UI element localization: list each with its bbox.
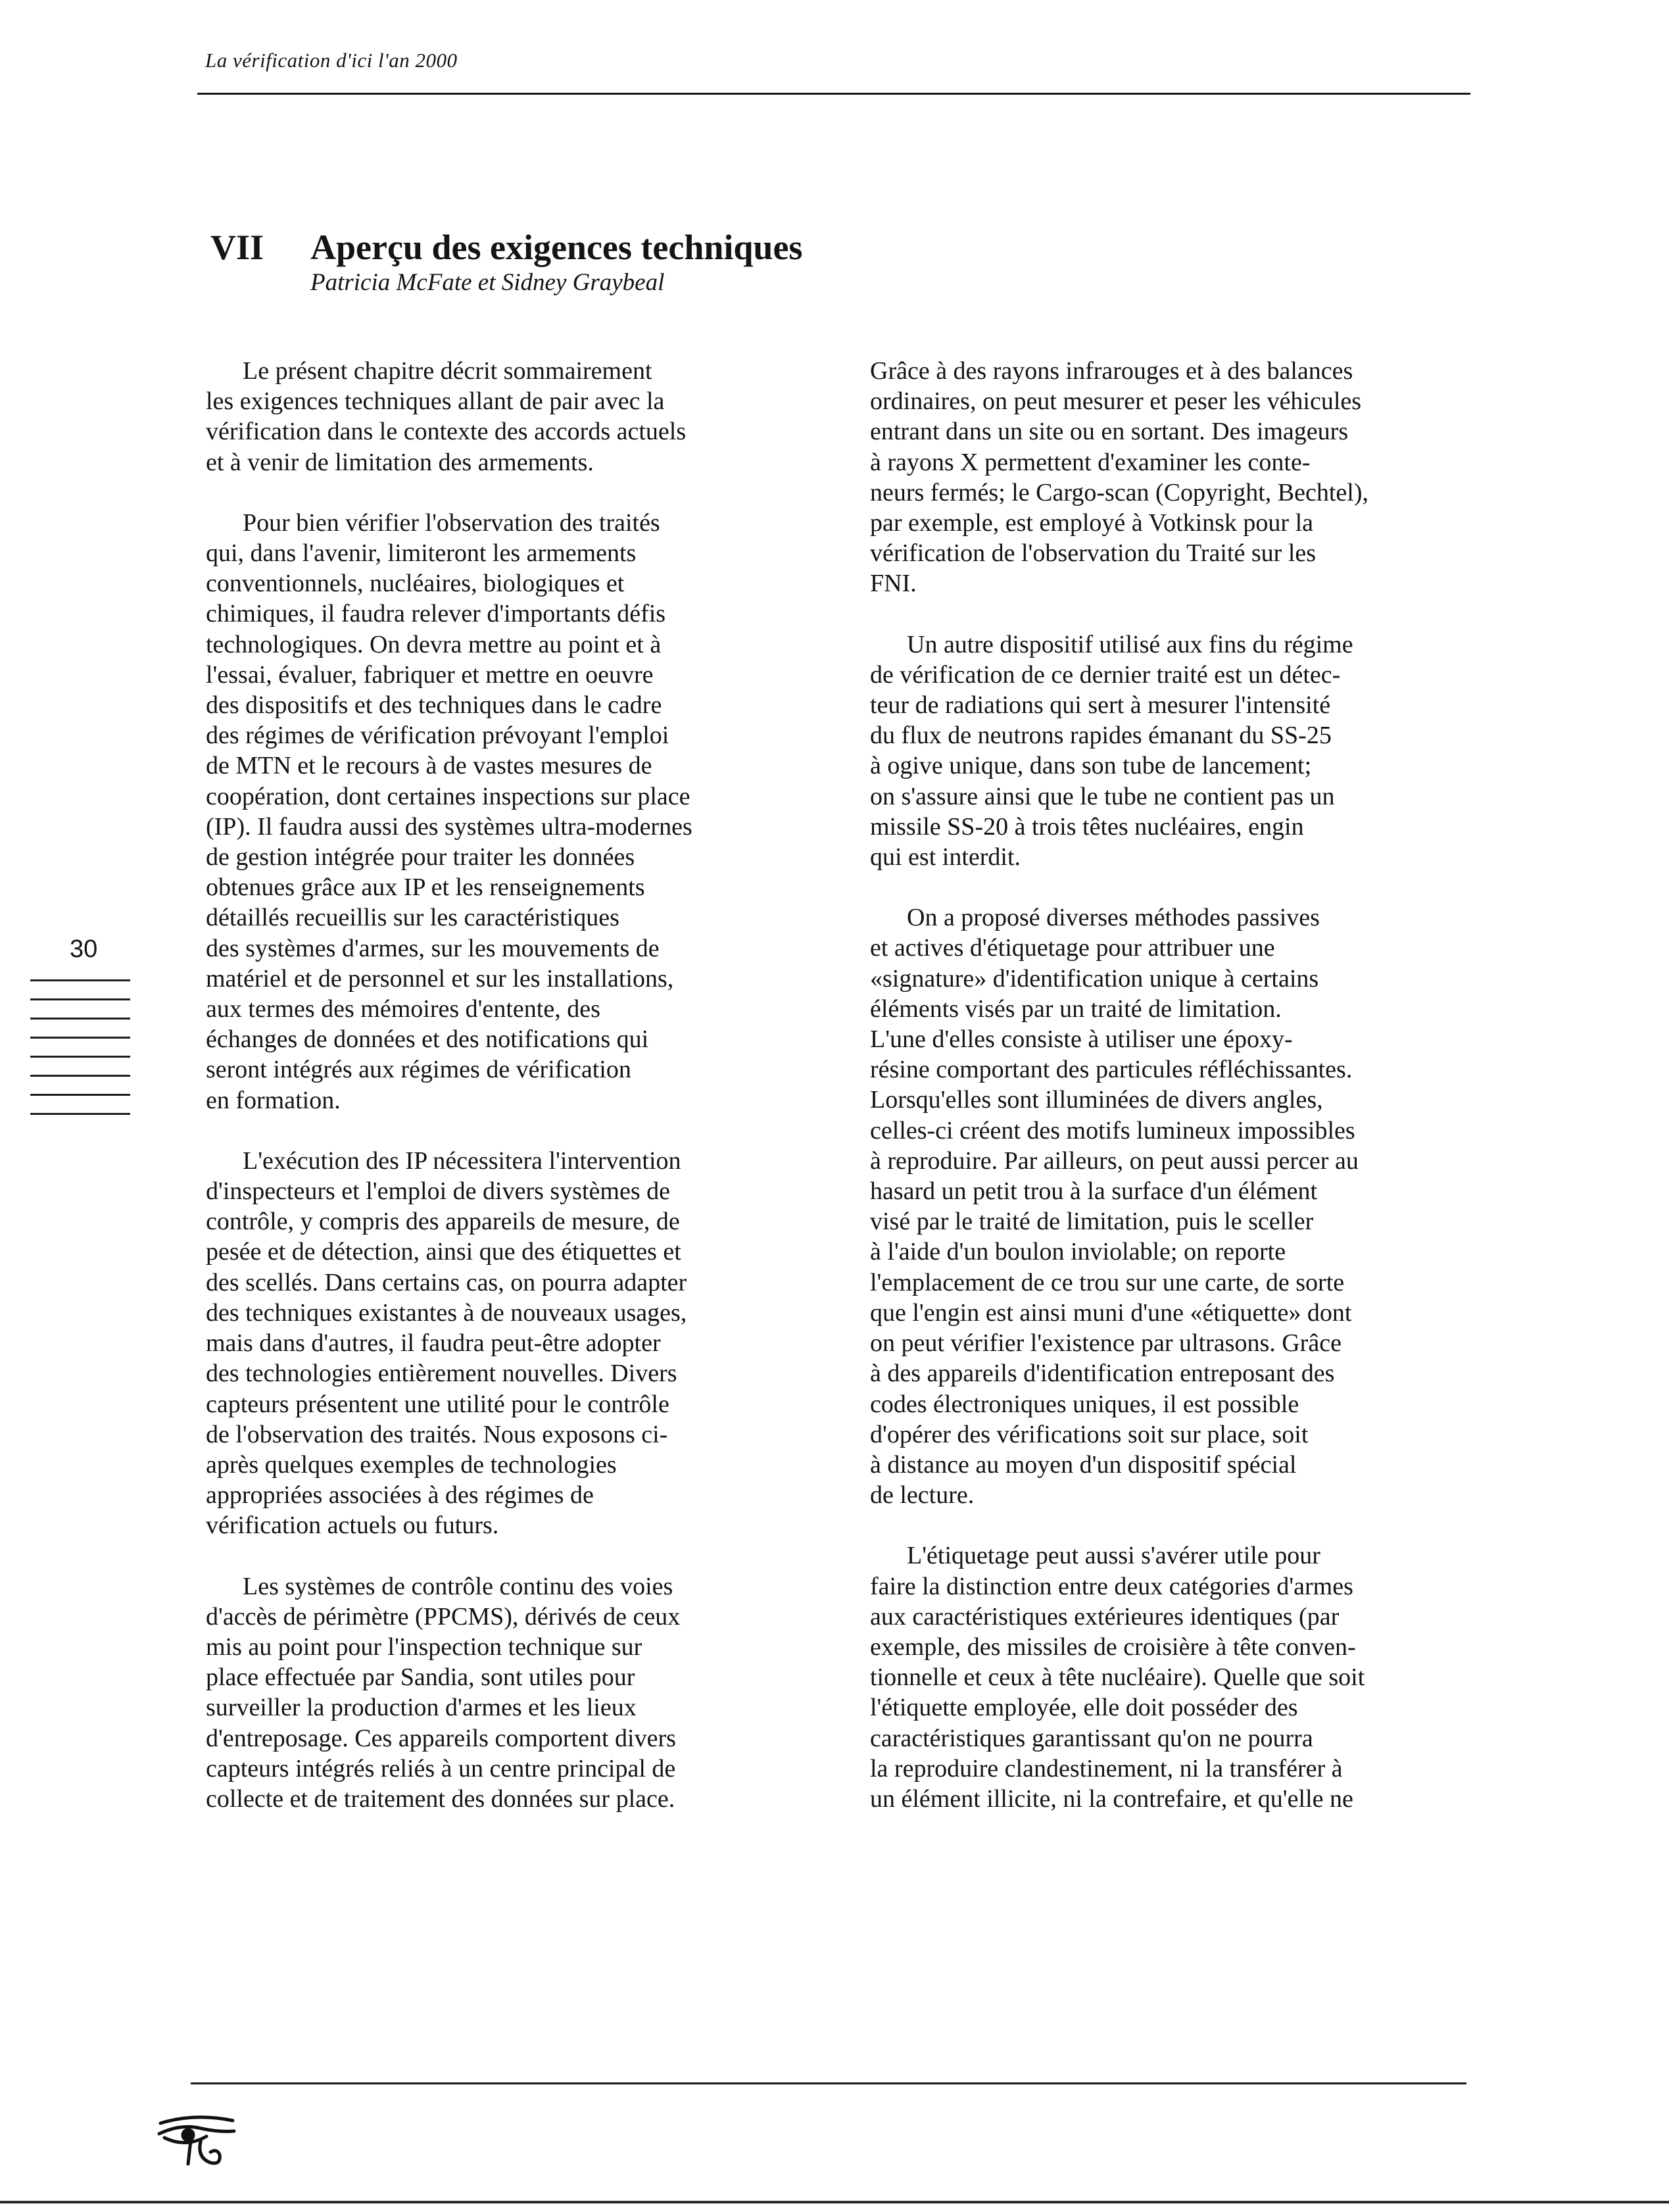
- text-line: Pour bien vérifier l'observation des traités: [243, 508, 660, 537]
- text-line: L'exécution des IP nécessitera l'intervention: [243, 1146, 681, 1175]
- text-line: ordinaires, on peut mesurer et peser les véhicules: [870, 387, 1362, 416]
- left-column: [206, 356, 798, 1844]
- text-line: des dispositifs et des techniques dans le cadre: [206, 691, 662, 720]
- text-line: à distance au moyen d'un dispositif spécial: [870, 1450, 1297, 1479]
- text-line: aux caractéristiques extérieures identiques (par: [870, 1602, 1340, 1631]
- text-line: Un autre dispositif utilisé aux fins du régime: [907, 630, 1353, 658]
- text-line: surveiller la production d'armes et les lieux: [206, 1694, 637, 1722]
- text-line: missile SS-20 à trois têtes nucléaires, engin: [870, 812, 1304, 841]
- text-line: et actives d'étiquetage pour attribuer une: [870, 934, 1275, 962]
- text-line: un élément illicite, ni la contrefaire, et qu'elle ne: [870, 1784, 1353, 1813]
- text-line: que l'engin est ainsi muni d'une «étiquette» dont: [870, 1298, 1352, 1327]
- text-line: après quelques exemples de technologies: [206, 1450, 617, 1479]
- paragraph: [206, 1571, 798, 1815]
- paragraph: [870, 902, 1462, 1510]
- margin-rule: [30, 979, 130, 981]
- text-line: FNI.: [870, 570, 917, 598]
- page-number: 30: [70, 935, 98, 963]
- text-line: Les systèmes de contrôle continu des voies: [243, 1572, 673, 1600]
- text-line: visé par le traité de limitation, puis le sceller: [870, 1208, 1314, 1236]
- text-line: Grâce à des rayons infrarouges et à des balances: [870, 357, 1353, 385]
- text-line: des scellés. Dans certains cas, on pourra adapter: [206, 1268, 687, 1296]
- paragraph: [870, 356, 1462, 599]
- text-line: échanges de données et des notifications qui: [206, 1025, 649, 1054]
- text-line: en formation.: [206, 1086, 341, 1114]
- text-line: la reproduire clandestinement, ni la transférer à: [870, 1754, 1343, 1782]
- text-line: on peut vérifier l'existence par ultrasons. Grâce: [870, 1329, 1342, 1358]
- paragraph: [206, 1146, 798, 1541]
- text-line: seront intégrés aux régimes de vérification: [206, 1056, 631, 1084]
- text-line: de lecture.: [870, 1481, 975, 1510]
- text-line: des technologies entièrement nouvelles. Divers: [206, 1360, 677, 1388]
- text-line: appropriées associées à des régimes de: [206, 1481, 594, 1510]
- text-line: par exemple, est employé à Votkinsk pour la: [870, 509, 1313, 537]
- text-line: qui, dans l'avenir, limiteront les armements: [206, 539, 637, 568]
- margin-rule: [30, 1113, 130, 1115]
- chapter-title: Aperçu des exigences techniques: [310, 228, 803, 267]
- text-line: les exigences techniques allant de pair avec la: [206, 387, 665, 416]
- text-line: matériel et de personnel et sur les installations,: [206, 964, 674, 993]
- paragraph: [206, 356, 798, 478]
- text-line: vérification de l'observation du Traité sur les: [870, 539, 1317, 568]
- margin-rule: [30, 1094, 130, 1096]
- chapter-authors: Patricia McFate et Sidney Graybeal: [310, 269, 665, 296]
- margin-rule: [30, 1056, 130, 1058]
- text-line: capteurs présentent une utilité pour le contrôle: [206, 1390, 669, 1418]
- text-line: de MTN et le recours à de vastes mesures de: [206, 752, 652, 780]
- text-line: entrant dans un site ou en sortant. Des imageurs: [870, 418, 1349, 446]
- text-line: collecte et de traitement des données sur place.: [206, 1784, 675, 1813]
- text-line: de gestion intégrée pour traiter les données: [206, 843, 635, 872]
- text-line: hasard un petit trou à la surface d'un élément: [870, 1177, 1318, 1206]
- text-line: à ogive unique, dans son tube de lancement;: [870, 752, 1312, 780]
- text-line: celles-ci créent des motifs lumineux impossibles: [870, 1116, 1355, 1144]
- text-line: des techniques existantes à de nouveaux usages,: [206, 1298, 687, 1327]
- text-line: obtenues grâce aux IP et les renseignements: [206, 873, 645, 902]
- text-line: codes électroniques uniques, il est possible: [870, 1390, 1299, 1418]
- text-line: l'étiquette employée, elle doit posséder des: [870, 1694, 1298, 1722]
- text-line: à reproduire. Par ailleurs, on peut aussi percer au: [870, 1146, 1359, 1175]
- chapter-title-line: [210, 226, 802, 268]
- text-line: tionnelle et ceux à tête nucléaire). Quelle que soit: [870, 1663, 1365, 1692]
- text-line: à rayons X permettent d'examiner les conte-: [870, 448, 1311, 476]
- text-line: coopération, dont certaines inspections sur place: [206, 782, 690, 810]
- margin-rule: [30, 1037, 130, 1039]
- text-line: de l'observation des traités. Nous exposons ci-: [206, 1420, 668, 1448]
- text-line: mis au point pour l'inspection technique sur: [206, 1633, 642, 1661]
- text-line: détaillés recueillis sur les caractéristiques: [206, 904, 619, 932]
- text-line: résine comportant des particules réfléchissantes.: [870, 1056, 1353, 1084]
- text-line: place effectuée par Sandia, sont utiles pour: [206, 1663, 635, 1692]
- text-line: mais dans d'autres, il faudra peut-être adopter: [206, 1329, 661, 1358]
- text-line: faire la distinction entre deux catégories d'armes: [870, 1572, 1353, 1600]
- text-line: Le présent chapitre décrit sommairement: [243, 357, 652, 385]
- text-line: neurs fermés; le Cargo-scan (Copyright, Bechtel),: [870, 478, 1369, 506]
- text-line: l'emplacement de ce trou sur une carte, de sorte: [870, 1268, 1345, 1296]
- text-line: vérification dans le contexte des accords actuels: [206, 418, 687, 446]
- text-line: technologiques. On devra mettre au point et à: [206, 630, 662, 658]
- text-line: contrôle, y compris des appareils de mesure, de: [206, 1208, 680, 1236]
- paragraph: [206, 508, 798, 1116]
- running-title: La vérification d'ici l'an 2000: [205, 49, 458, 72]
- text-line: On a proposé diverses méthodes passives: [907, 904, 1320, 932]
- text-line: qui est interdit.: [870, 843, 1021, 872]
- page-bottom-edge: [0, 2201, 1669, 2203]
- text-line: à l'aide d'un boulon inviolable; on reporte: [870, 1238, 1286, 1266]
- margin-rule: [30, 1075, 130, 1077]
- text-line: caractéristiques garantissant qu'on ne pourra: [870, 1724, 1313, 1752]
- text-line: de vérification de ce dernier traité est un détec-: [870, 660, 1341, 689]
- text-line: capteurs intégrés reliés à un centre principal de: [206, 1754, 676, 1782]
- eye-of-horus-icon: [155, 2111, 241, 2171]
- text-line: et à venir de limitation des armements.: [206, 448, 594, 476]
- right-column: [870, 356, 1462, 1844]
- margin-rules: [30, 979, 130, 1132]
- text-line: aux termes des mémoires d'entente, des: [206, 995, 600, 1023]
- text-line: éléments visés par un traité de limitation.: [870, 995, 1282, 1023]
- margin-rule: [30, 1018, 130, 1020]
- text-line: chimiques, il faudra relever d'importants défis: [206, 600, 666, 628]
- text-line: d'opérer des vérifications soit sur place, soit: [870, 1420, 1309, 1448]
- paragraph: [870, 1540, 1462, 1814]
- header-rule: [197, 93, 1470, 95]
- text-line: des systèmes d'armes, sur les mouvements de: [206, 934, 660, 962]
- text-line: conventionnels, nucléaires, biologiques et: [206, 570, 625, 598]
- chapter-number: VII: [210, 228, 264, 267]
- text-line: vérification actuels ou futurs.: [206, 1512, 499, 1540]
- text-line: d'accès de périmètre (PPCMS), dérivés de ceux: [206, 1602, 681, 1631]
- text-line: on s'assure ainsi que le tube ne contient pas un: [870, 782, 1335, 810]
- paragraph: [870, 629, 1462, 873]
- text-line: teur de radiations qui sert à mesurer l'intensité: [870, 691, 1331, 720]
- text-line: pesée et de détection, ainsi que des étiquettes et: [206, 1238, 681, 1266]
- text-line: «signature» d'identification unique à certains: [870, 964, 1319, 993]
- text-line: L'étiquetage peut aussi s'avérer utile pour: [907, 1542, 1320, 1570]
- text-line: d'entreposage. Ces appareils comportent divers: [206, 1724, 676, 1752]
- text-line: des régimes de vérification prévoyant l'emploi: [206, 722, 669, 750]
- text-line: l'essai, évaluer, fabriquer et mettre en oeuvre: [206, 660, 654, 689]
- text-line: à des appareils d'identification entreposant des: [870, 1360, 1335, 1388]
- text-line: du flux de neutrons rapides émanant du SS-25: [870, 722, 1332, 750]
- text-line: d'inspecteurs et l'emploi de divers systèmes de: [206, 1177, 670, 1206]
- text-line: exemple, des missiles de croisière à tête conven-: [870, 1633, 1356, 1661]
- text-line: Lorsqu'elles sont illuminées de divers angles,: [870, 1086, 1323, 1114]
- margin-rule: [30, 998, 130, 1000]
- text-line: (IP). Il faudra aussi des systèmes ultra-modernes: [206, 812, 692, 841]
- chapter-heading: [210, 226, 802, 297]
- footer-rule: [191, 2082, 1466, 2084]
- text-line: L'une d'elles consiste à utiliser une époxy-: [870, 1025, 1293, 1054]
